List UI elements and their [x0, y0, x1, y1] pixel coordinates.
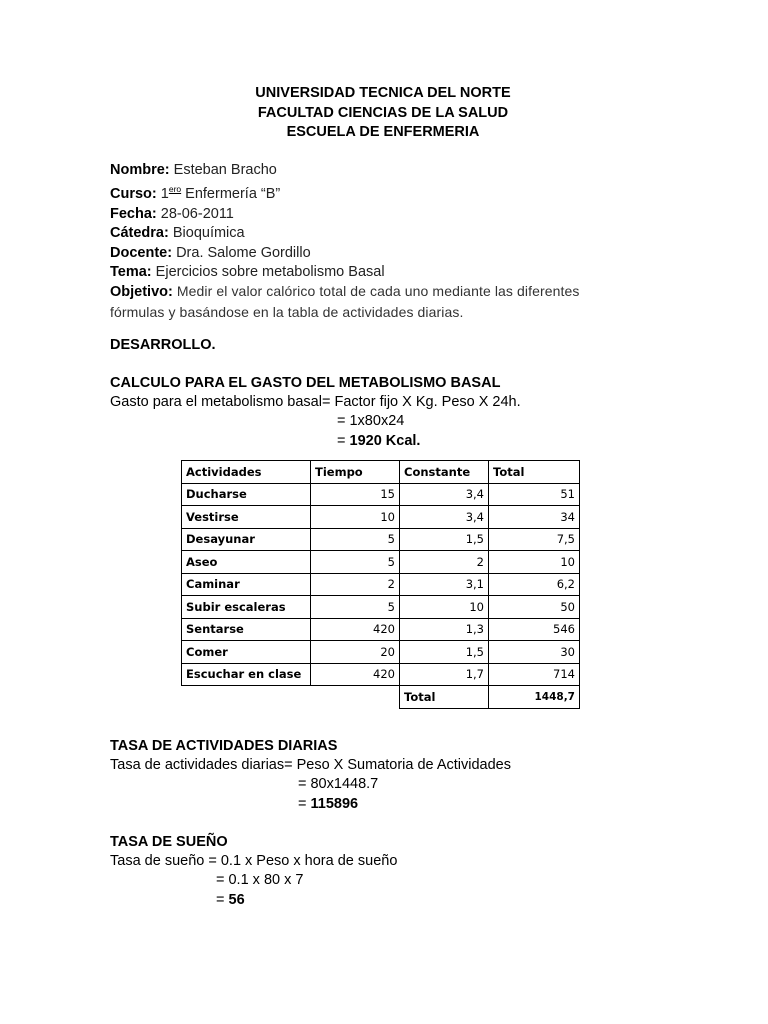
cell-activity: Ducharse: [182, 483, 311, 506]
table-row: [182, 528, 580, 551]
curso-number: 1: [160, 186, 169, 203]
cell-activity: Escuchar en clase: [182, 663, 311, 686]
table-header-row: [182, 461, 580, 484]
cell-total: 51: [489, 483, 580, 506]
blank-cell: [311, 686, 400, 709]
sueno-result-value: 56: [228, 892, 245, 908]
cell-tiempo: 20: [311, 641, 400, 664]
actividades-result-eq: =: [298, 796, 311, 812]
school-name: ESCUELA DE ENFERMERIA: [286, 124, 480, 140]
cell-activity: Subir escaleras: [182, 596, 311, 619]
cell-tiempo: 5: [311, 596, 400, 619]
table-row: [182, 573, 580, 596]
catedra-label: Cátedra:: [110, 225, 169, 242]
sueno-result: [216, 891, 245, 910]
header-constante: Constante: [400, 461, 489, 484]
curso-row: [110, 180, 670, 204]
nombre-label: Nombre:: [110, 162, 170, 178]
cell-constante: 1,5: [400, 528, 489, 551]
actividades-step1: = 80x1448.7: [298, 776, 379, 792]
faculty-name: FACULTAD CIENCIAS DE LA SALUD: [257, 104, 509, 121]
sueno-heading: TASA DE SUEÑO: [110, 834, 228, 850]
actividades-result-value: 115896: [310, 796, 359, 812]
cell-constante: 1,7: [400, 663, 489, 686]
cell-constante: 10: [400, 596, 489, 619]
table-total-row: [182, 686, 580, 709]
sueno-step1: = 0.1 x 80 x 7: [216, 872, 304, 888]
table-row: [182, 641, 580, 664]
cell-total: 30: [489, 641, 580, 664]
curso-superscript: ero: [168, 184, 182, 195]
student-info: [110, 161, 670, 322]
objetivo-text-1: Medir el valor calórico total de cada uno mediante las diferentes: [176, 283, 580, 300]
header-total: Total: [489, 461, 580, 484]
cell-constante: 3,4: [400, 483, 489, 506]
cell-activity: Comer: [182, 641, 311, 664]
objetivo-row: [110, 282, 670, 302]
cell-activity: Caminar: [182, 573, 311, 596]
header-tiempo: Tiempo: [311, 461, 400, 484]
table-row: [182, 618, 580, 641]
nombre-row: [110, 161, 670, 180]
table-row: [182, 551, 580, 574]
cell-tiempo: 5: [311, 551, 400, 574]
basal-heading: CALCULO PARA EL GASTO DEL METABOLISMO BASAL: [110, 375, 501, 391]
actividades-result: [298, 795, 358, 814]
cell-total: 34: [489, 506, 580, 529]
activities-table: [181, 460, 580, 709]
cell-constante: 2: [400, 551, 489, 574]
cell-activity: Aseo: [182, 551, 311, 574]
cell-total: 50: [489, 596, 580, 619]
university-name: UNIVERSIDAD TECNICA DEL NORTE: [255, 85, 511, 101]
cell-activity: Sentarse: [182, 618, 311, 641]
cell-constante: 1,3: [400, 618, 489, 641]
cell-activity: Desayunar: [182, 528, 311, 551]
docente-row: [110, 244, 670, 263]
sueno-formula: Tasa de sueño = 0.1 x Peso x hora de sueño: [110, 853, 398, 869]
cell-tiempo: 15: [311, 483, 400, 506]
total-value: 1448,7: [489, 686, 580, 709]
cell-activity: Vestirse: [182, 506, 311, 529]
table-row: [182, 663, 580, 686]
cell-tiempo: 5: [311, 528, 400, 551]
document-header: [0, 84, 768, 143]
catedra-value: Bioquímica: [172, 225, 245, 242]
nombre-value: Esteban Bracho: [173, 162, 277, 178]
curso-label: Curso:: [110, 186, 157, 203]
basal-formula: Gasto para el metabolismo basal= Factor fijo X Kg. Peso X 24h.: [110, 394, 521, 410]
cell-constante: 3,1: [400, 573, 489, 596]
tema-row: [110, 263, 670, 282]
cell-total: 546: [489, 618, 580, 641]
basal-result-eq: =: [337, 433, 350, 449]
docente-value: Dra. Salome Gordillo: [176, 244, 311, 261]
basal-result: [337, 432, 420, 451]
cell-constante: 1,5: [400, 641, 489, 664]
cell-total: 6,2: [489, 573, 580, 596]
table-row: [182, 506, 580, 529]
fecha-row: [110, 205, 670, 224]
total-label: Total: [400, 686, 489, 709]
objetivo-text-2: fórmulas y basándose en la tabla de actividades diarias.: [110, 303, 464, 320]
cell-total: 10: [489, 551, 580, 574]
tema-value: Ejercicios sobre metabolismo Basal: [155, 264, 385, 281]
basal-step1: = 1x80x24: [337, 413, 405, 429]
actividades-heading: TASA DE ACTIVIDADES DIARIAS: [110, 738, 338, 754]
catedra-row: [110, 224, 670, 243]
sueno-result-eq: =: [216, 892, 229, 908]
cell-tiempo: 10: [311, 506, 400, 529]
blank-cell: [182, 686, 311, 709]
header-actividades: Actividades: [182, 461, 311, 484]
table-row: [182, 596, 580, 619]
actividades-formula: Tasa de actividades diarias= Peso X Sumatoria de Actividades: [110, 757, 511, 773]
fecha-value: 28-06-2011: [160, 205, 234, 222]
basal-result-value: 1920 Kcal.: [349, 433, 421, 449]
curso-value: Enfermería “B”: [185, 186, 281, 203]
desarrollo-heading: DESARROLLO.: [110, 337, 216, 353]
table-row: [182, 483, 580, 506]
cell-tiempo: 2: [311, 573, 400, 596]
cell-tiempo: 420: [311, 663, 400, 686]
cell-constante: 3,4: [400, 506, 489, 529]
cell-tiempo: 420: [311, 618, 400, 641]
fecha-label: Fecha:: [110, 205, 157, 222]
docente-label: Docente:: [110, 244, 173, 261]
tema-label: Tema:: [110, 264, 152, 281]
cell-total: 7,5: [489, 528, 580, 551]
cell-total: 714: [489, 663, 580, 686]
objetivo-label: Objetivo:: [110, 284, 173, 301]
